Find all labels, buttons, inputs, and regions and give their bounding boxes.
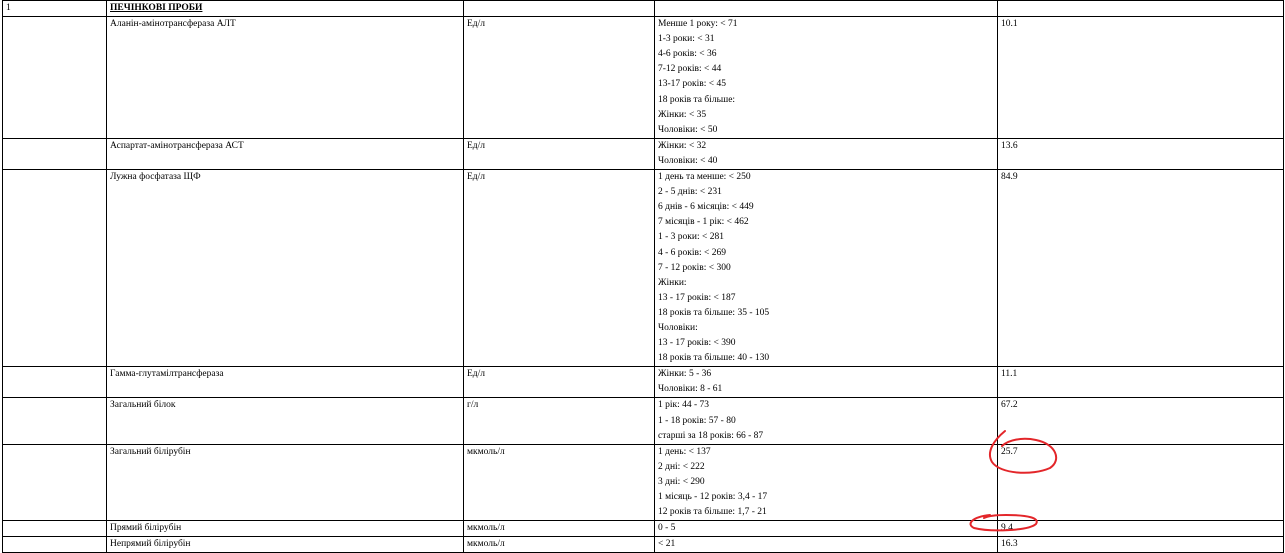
- test-value: 9.4: [998, 521, 1284, 537]
- lab-results-body: [3, 1, 1284, 553]
- reference-line: Жінки: < 35: [658, 109, 707, 120]
- reference-range: [655, 17, 998, 139]
- section-header-row: [3, 1, 1284, 17]
- test-value: 67.2: [998, 398, 1284, 444]
- test-unit: мкмоль/л: [464, 444, 655, 520]
- section-number: 1: [3, 1, 107, 17]
- section-unit-cell: [464, 1, 655, 17]
- reference-range: [655, 398, 998, 444]
- reference-line: 7-12 років: < 44: [658, 64, 722, 75]
- reference-line: 1 день: < 137: [658, 446, 711, 457]
- table-row: [3, 170, 1284, 367]
- reference-line: 1 рік: 44 - 73: [658, 400, 710, 411]
- section-value-cell: [998, 1, 1284, 17]
- reference-line: 1 - 3 роки: < 281: [658, 232, 724, 243]
- test-unit: мкмоль/л: [464, 521, 655, 537]
- test-name: Непрямий білірубін: [107, 537, 464, 553]
- reference-line: 18 років та більше: 40 - 130: [658, 353, 770, 364]
- section-title: ПЕЧІНКОВІ ПРОБИ: [110, 3, 203, 13]
- test-name: Аспартат-амінотрансфераза АСТ: [107, 138, 464, 169]
- table-row: [3, 444, 1284, 520]
- test-value: 84.9: [998, 170, 1284, 367]
- test-name: Гамма-глутамілтрансфераза: [107, 367, 464, 398]
- test-value: 11.1: [998, 367, 1284, 398]
- row-number-cell: [3, 367, 107, 398]
- reference-line: 2 - 5 днів: < 231: [658, 187, 722, 198]
- reference-line: Менше 1 року: < 71: [658, 19, 738, 30]
- table-row: [3, 17, 1284, 139]
- reference-line: 3 дні: < 290: [658, 476, 705, 487]
- test-unit: Ед/л: [464, 170, 655, 367]
- lab-results-table: [2, 0, 1284, 553]
- reference-line: Чоловіки:: [658, 322, 698, 333]
- row-number-cell: [3, 537, 107, 553]
- reference-line: 7 місяців - 1 рік: < 462: [658, 217, 749, 228]
- test-unit: Ед/л: [464, 17, 655, 139]
- reference-line: 4 - 6 років: < 269: [658, 247, 727, 258]
- reference-line: 12 років та більше: 1,7 - 21: [658, 507, 767, 518]
- reference-line: 7 - 12 років: < 300: [658, 262, 731, 273]
- row-number-cell: [3, 398, 107, 444]
- test-name: Загальний білок: [107, 398, 464, 444]
- test-unit: Ед/л: [464, 138, 655, 169]
- section-ref-cell: [655, 1, 998, 17]
- reference-range: [655, 521, 998, 537]
- test-unit: мкмоль/л: [464, 537, 655, 553]
- reference-line: 18 років та більше:: [658, 94, 736, 105]
- reference-range: [655, 170, 998, 367]
- reference-line: 1 день та менше: < 250: [658, 172, 751, 183]
- row-number-cell: [3, 521, 107, 537]
- test-value: 13.6: [998, 138, 1284, 169]
- table-row: [3, 367, 1284, 398]
- reference-range: [655, 537, 998, 553]
- reference-line: Жінки: 5 - 36: [658, 369, 712, 380]
- reference-line: Чоловіки: < 40: [658, 155, 718, 166]
- row-number-cell: [3, 170, 107, 367]
- test-name: Прямий білірубін: [107, 521, 464, 537]
- section-title-cell: [107, 1, 464, 17]
- test-value: 25.7: [998, 444, 1284, 520]
- table-row: [3, 537, 1284, 553]
- test-unit: г/л: [464, 398, 655, 444]
- reference-line: < 21: [658, 539, 676, 550]
- reference-line: 13 - 17 років: < 187: [658, 292, 736, 303]
- row-number-cell: [3, 17, 107, 139]
- row-number-cell: [3, 444, 107, 520]
- reference-line: 1 - 18 років: 57 - 80: [658, 415, 736, 426]
- test-value: 16.3: [998, 537, 1284, 553]
- test-name: Лужна фосфатаза ЩФ: [107, 170, 464, 367]
- test-unit: Ед/л: [464, 367, 655, 398]
- table-row: [3, 521, 1284, 537]
- reference-line: Чоловіки: < 50: [658, 124, 718, 135]
- reference-line: старші за 18 років: 66 - 87: [658, 430, 764, 441]
- reference-line: 2 дні: < 222: [658, 461, 705, 472]
- test-value: 10.1: [998, 17, 1284, 139]
- reference-line: 1 місяць - 12 років: 3,4 - 17: [658, 492, 768, 502]
- reference-line: 1-3 роки: < 31: [658, 34, 715, 45]
- row-number-cell: [3, 138, 107, 169]
- reference-line: Чоловіки: 8 - 61: [658, 384, 723, 395]
- reference-range: [655, 367, 998, 398]
- reference-line: 6 днів - 6 місяців: < 449: [658, 202, 754, 213]
- reference-line: Жінки:: [658, 277, 687, 288]
- reference-line: 13 - 17 років: < 390: [658, 338, 736, 349]
- reference-line: Жінки: < 32: [658, 140, 707, 151]
- reference-range: [655, 444, 998, 520]
- reference-line: 4-6 років: < 36: [658, 49, 717, 60]
- reference-range: [655, 138, 998, 169]
- reference-line: 13-17 років: < 45: [658, 79, 727, 90]
- test-name: Загальний білірубін: [107, 444, 464, 520]
- reference-line: 18 років та більше: 35 - 105: [658, 307, 770, 318]
- table-row: [3, 398, 1284, 444]
- reference-line: 0 - 5: [658, 523, 676, 534]
- table-row: [3, 138, 1284, 169]
- test-name: Аланін-амінотрансфераза АЛТ: [107, 17, 464, 139]
